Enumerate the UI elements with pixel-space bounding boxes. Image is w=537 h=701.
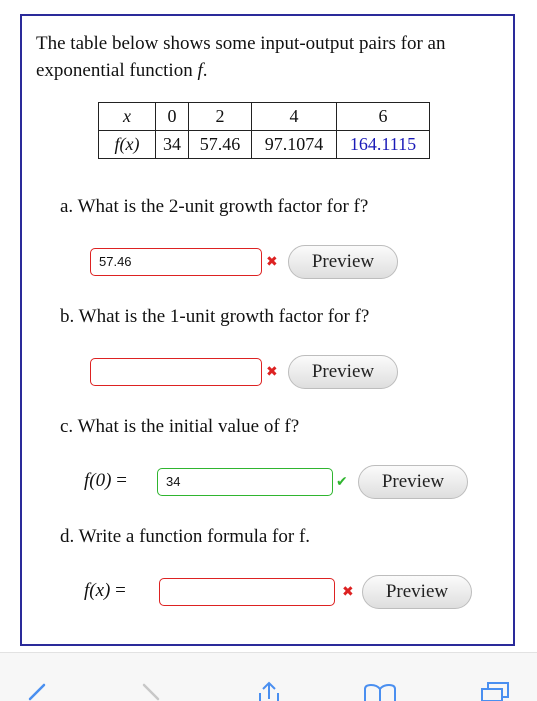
problem-intro <box>36 30 506 84</box>
question-c: c. What is the initial value of f? <box>60 416 300 437</box>
intro-line-1: The table below shows some input-output pairs for an <box>36 33 446 54</box>
intro-line-2: exponential function f. <box>36 60 208 81</box>
f0-label: f(0) = <box>84 470 127 491</box>
question-a: a. What is the 2-unit growth factor for f? <box>60 196 369 217</box>
table-cell: 6 <box>337 103 430 131</box>
answer-c-input[interactable]: 34 <box>157 468 333 496</box>
question-d: d. Write a function formula for f. <box>60 526 311 547</box>
preview-button-c[interactable]: Preview <box>358 465 468 499</box>
table-cell: 164.1115 <box>337 131 430 159</box>
table-cell: 57.46 <box>189 131 252 159</box>
fx-label: f(x) = <box>84 580 126 601</box>
forward-icon[interactable] <box>140 683 164 701</box>
answer-d-input[interactable] <box>159 578 335 606</box>
correct-icon: ✔ <box>336 474 348 490</box>
table-cell: 97.1074 <box>252 131 337 159</box>
table-cell: 34 <box>156 131 189 159</box>
preview-button-d[interactable]: Preview <box>362 575 472 609</box>
bookmarks-icon[interactable] <box>362 683 398 701</box>
share-icon[interactable] <box>254 681 284 701</box>
table-cell: 0 <box>156 103 189 131</box>
incorrect-icon: ✖ <box>266 364 278 380</box>
table-row-fx <box>99 131 430 159</box>
incorrect-icon: ✖ <box>266 254 278 270</box>
table-cell: x <box>99 103 156 131</box>
browser-toolbar <box>0 652 537 701</box>
table-cell: 4 <box>252 103 337 131</box>
input-output-table <box>98 102 430 159</box>
tabs-icon[interactable] <box>478 681 512 701</box>
preview-button-a[interactable]: Preview <box>288 245 398 279</box>
incorrect-icon: ✖ <box>342 584 354 600</box>
table-cell: f(x) <box>99 131 156 159</box>
answer-a-input[interactable]: 57.46 <box>90 248 262 276</box>
problem-card <box>20 14 515 646</box>
preview-button-b[interactable]: Preview <box>288 355 398 389</box>
back-icon[interactable] <box>24 683 48 701</box>
table-row-x <box>99 103 430 131</box>
question-b: b. What is the 1-unit growth factor for f? <box>60 306 370 327</box>
table-cell: 2 <box>189 103 252 131</box>
answer-b-input[interactable] <box>90 358 262 386</box>
